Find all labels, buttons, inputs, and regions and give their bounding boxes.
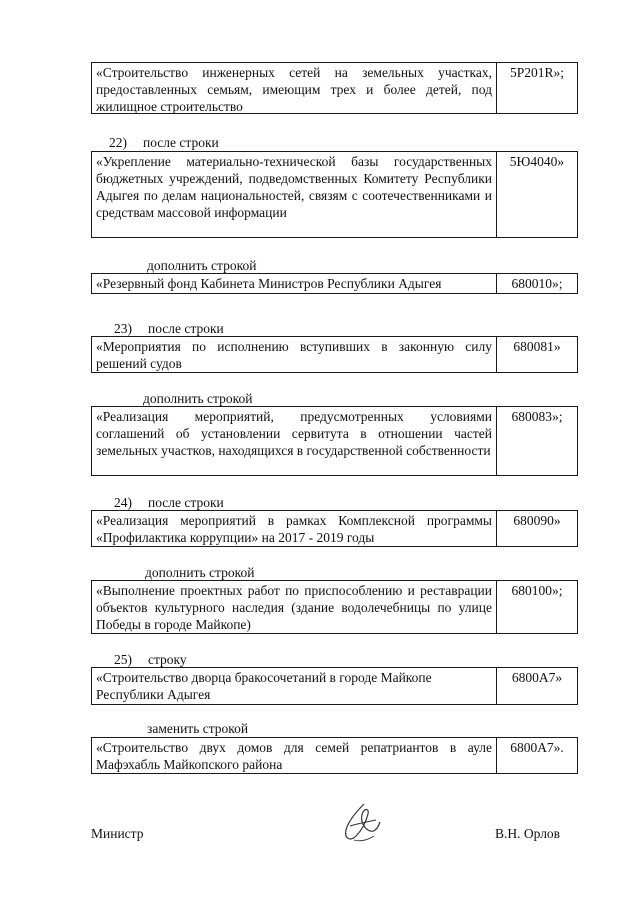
item-number: 24) bbox=[114, 495, 132, 510]
table-8 bbox=[91, 667, 578, 705]
caption-25b bbox=[147, 720, 248, 737]
caption-label: после строки bbox=[148, 321, 224, 336]
signature-image bbox=[336, 800, 386, 846]
signatory-name: В.Н. Орлов bbox=[495, 826, 561, 841]
item-number: 22) bbox=[109, 135, 127, 150]
row-code: 5Ю4040» bbox=[509, 154, 565, 169]
row-text: «Строительство двух домов для семей репатриантов в ауле Мафэхабль Майкопского района bbox=[92, 738, 497, 773]
caption-label: заменить строкой bbox=[147, 721, 249, 736]
caption-23b bbox=[143, 390, 252, 407]
row-text: «Строительство инженерных сетей на земельных участках, предоставленных семьям, имеющим трех и более детей, под жилищное строительство bbox=[92, 63, 497, 113]
caption-label: после строки bbox=[148, 495, 224, 510]
row-text: «Реализация мероприятий, предусмотренных условиями соглашений об установлении сервитута в отношении частей земельных участков, находящихся в государственной собственности bbox=[92, 407, 497, 475]
caption-label: строку bbox=[148, 652, 187, 667]
row-code: 6800А7». bbox=[510, 740, 564, 755]
signatory-position: Министр bbox=[91, 826, 144, 841]
row-text: «Выполнение проектных работ по приспособлению и реставрации объектов культурного наследия (здание водолечебницы по улице Победы в городе Майкопе) bbox=[92, 581, 497, 633]
table-4 bbox=[91, 336, 578, 373]
row-code: 680100»; bbox=[511, 583, 563, 598]
row-text: «Мероприятия по исполнению вступивших в законную силу решений судов bbox=[92, 337, 497, 372]
row-text: «Реализация мероприятий в рамках Комплексной программы «Профилактика коррупции» на 2017 - 2019 годы bbox=[92, 511, 497, 546]
row-code: 680081» bbox=[513, 339, 561, 354]
table-2 bbox=[91, 151, 578, 238]
caption-label: дополнить строкой bbox=[145, 565, 255, 580]
table-1 bbox=[91, 62, 578, 114]
row-code: 680090» bbox=[513, 513, 561, 528]
table-7 bbox=[91, 580, 578, 634]
caption-25 bbox=[114, 651, 187, 668]
caption-label: дополнить строкой bbox=[147, 258, 257, 273]
caption-22 bbox=[109, 134, 219, 151]
caption-24 bbox=[114, 494, 224, 511]
table-3 bbox=[91, 273, 578, 294]
caption-23 bbox=[114, 320, 224, 337]
table-5 bbox=[91, 406, 578, 476]
caption-label: после строки bbox=[143, 135, 219, 150]
row-code: 6800А7» bbox=[511, 670, 563, 685]
table-9 bbox=[91, 737, 578, 774]
row-code: 680083»; bbox=[511, 409, 563, 424]
caption-24b bbox=[145, 564, 254, 581]
caption-22b bbox=[147, 257, 256, 274]
item-number: 23) bbox=[114, 321, 132, 336]
item-number: 25) bbox=[114, 652, 132, 667]
row-code: 5P201R»; bbox=[509, 65, 564, 80]
table-6 bbox=[91, 510, 578, 547]
row-text: «Резервный фонд Кабинета Министров Республики Адыгея bbox=[92, 274, 497, 293]
row-text: «Укрепление материально-технической базы государственных бюджетных учреждений, подведомственных Комитету Республики Адыгея по делам национальностей, связям с соотечественниками и средствам массовой информации bbox=[92, 152, 497, 237]
row-text: «Строительство дворца бракосочетаний в городе Майкопе Республики Адыгея bbox=[92, 668, 497, 704]
caption-label: дополнить строкой bbox=[143, 391, 253, 406]
row-code: 680010»; bbox=[511, 276, 563, 291]
